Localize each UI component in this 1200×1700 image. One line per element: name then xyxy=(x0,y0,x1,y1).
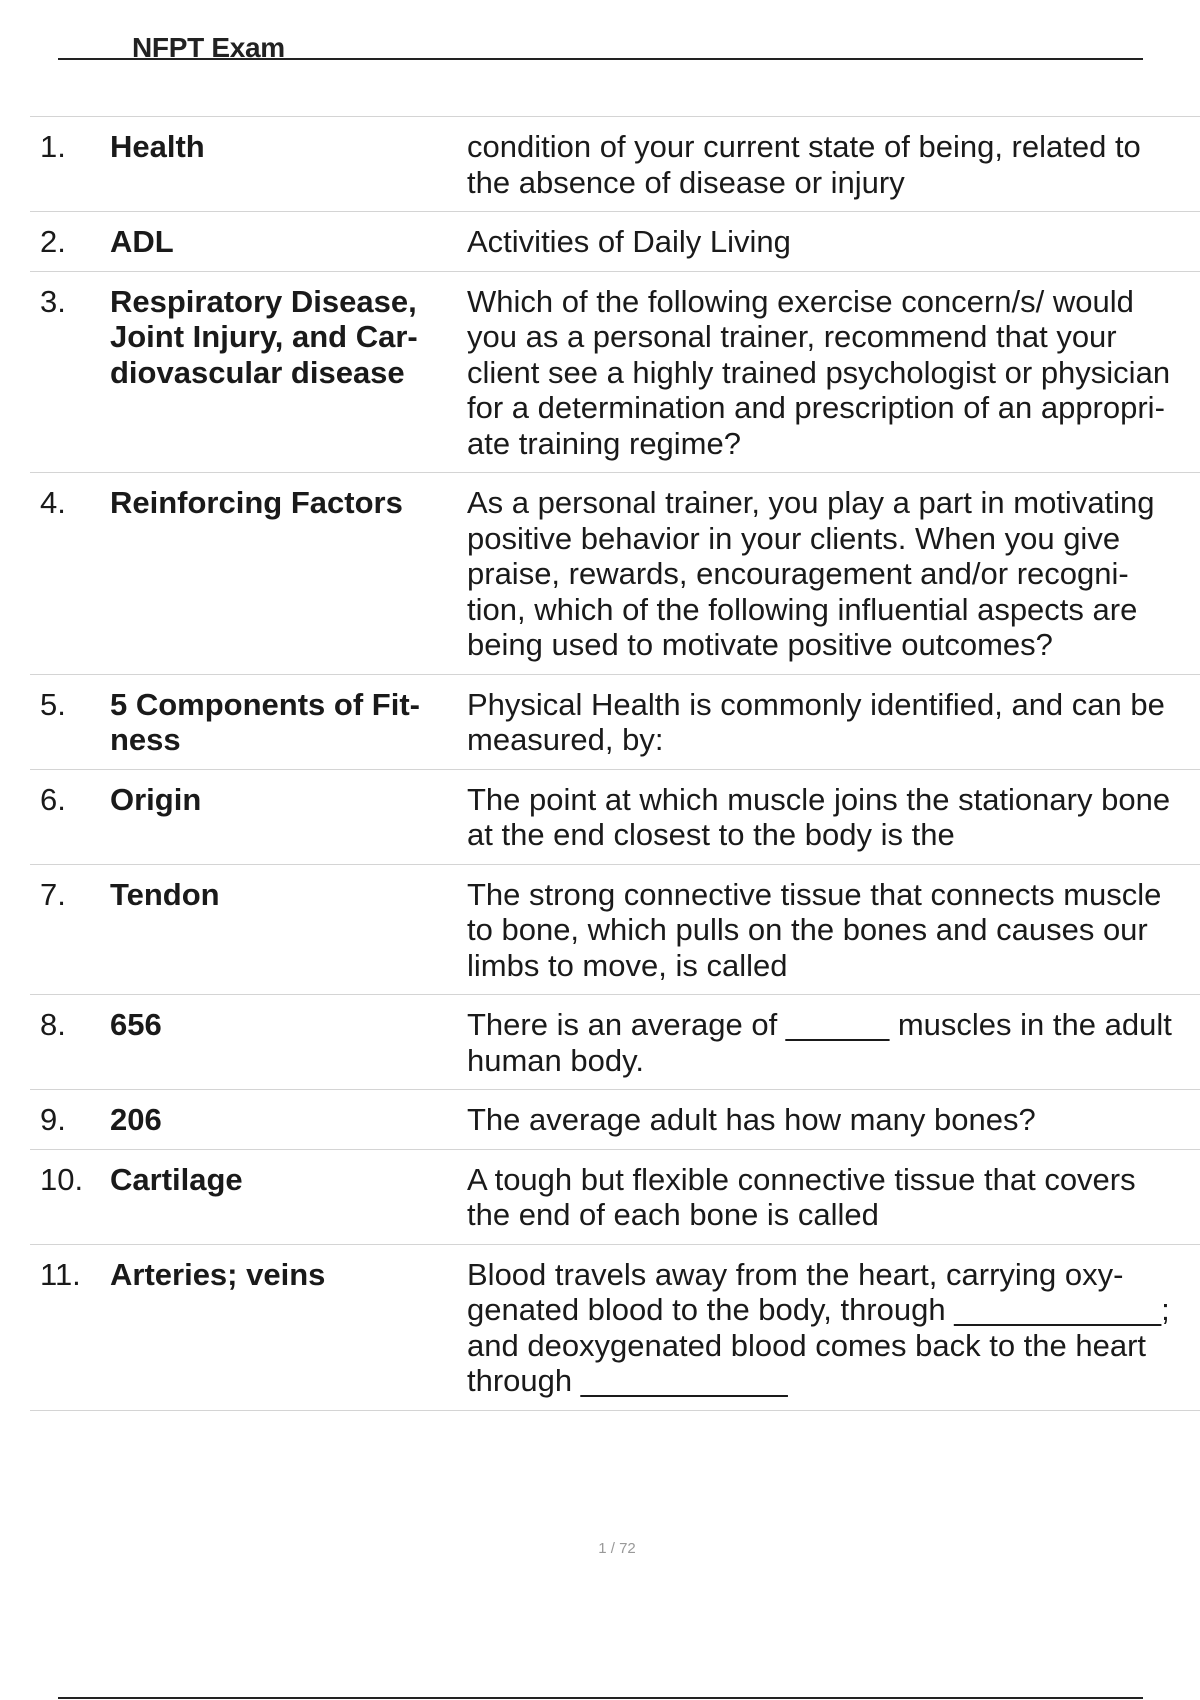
table-row xyxy=(30,1089,1200,1149)
definition xyxy=(467,222,1197,260)
definition-line: Blood travels away from the heart, carrying oxy- xyxy=(467,1256,1124,1292)
term xyxy=(110,1257,460,1293)
definition-line: The average adult has how many bones? xyxy=(467,1102,1036,1137)
definition xyxy=(467,1005,1197,1078)
term-line: 656 xyxy=(110,1007,162,1042)
definition xyxy=(467,875,1197,984)
definition-line: genated blood to the body, through ____________; xyxy=(467,1292,1170,1327)
definition-line: Activities of Daily Living xyxy=(467,224,791,259)
definition-line: limbs to move, is called xyxy=(467,947,788,983)
flashcard-table xyxy=(30,116,1200,1411)
table-row xyxy=(30,769,1200,864)
definition-line: you as a personal trainer, recommend that your xyxy=(467,319,1117,354)
term xyxy=(110,284,460,391)
table-row xyxy=(30,994,1200,1089)
definition xyxy=(467,282,1197,462)
table-row xyxy=(30,674,1200,769)
page-number: 1 / 72 xyxy=(598,1540,636,1557)
term-line: diovascular disease xyxy=(110,354,405,390)
definition-line: through ____________ xyxy=(467,1363,788,1398)
row-number: 2. xyxy=(40,224,66,259)
term-line: Origin xyxy=(110,781,202,817)
term-line: Arteries; veins xyxy=(110,1256,326,1292)
definition xyxy=(467,1160,1197,1233)
definition xyxy=(467,780,1197,853)
table-row xyxy=(30,1149,1200,1244)
definition-line: the end of each bone is called xyxy=(467,1197,879,1232)
term-line: Reinforcing Factors xyxy=(110,485,403,520)
term xyxy=(110,129,460,165)
definition-line: condition of your current state of being, related to xyxy=(467,129,1141,164)
term xyxy=(110,485,460,521)
row-number: 1. xyxy=(40,129,66,164)
term-line: Cartilage xyxy=(110,1161,243,1197)
term xyxy=(110,687,460,758)
definition-line: ate training regime? xyxy=(467,425,741,461)
row-number: 5. xyxy=(40,686,66,722)
term xyxy=(110,782,460,818)
page-header xyxy=(58,30,1143,63)
row-number: 3. xyxy=(40,283,66,319)
row-number: 4. xyxy=(40,485,66,520)
term-line: ADL xyxy=(110,224,174,259)
definition-line: measured, by: xyxy=(467,722,664,757)
definition-line: to bone, which pulls on the bones and causes our xyxy=(467,912,1148,947)
row-number: 6. xyxy=(40,781,66,817)
row-number: 9. xyxy=(40,1102,66,1137)
definition-line: being used to motivate positive outcomes? xyxy=(467,627,1053,662)
definition-line: The point at which muscle joins the stationary bone xyxy=(467,781,1171,817)
definition xyxy=(467,127,1197,200)
table-row xyxy=(30,211,1200,271)
term-line: Health xyxy=(110,129,205,164)
definition-line: Physical Health is commonly identified, and can be xyxy=(467,686,1165,722)
term-line: Respiratory Disease, xyxy=(110,283,417,319)
term-line: 5 Components of Fit- xyxy=(110,686,420,722)
definition-line: tion, which of the following influential aspects are xyxy=(467,591,1138,627)
definition-line: Which of the following exercise concern/s/ would xyxy=(467,283,1134,319)
definition-line: at the end closest to the body is the xyxy=(467,817,955,852)
definition-line: A tough but flexible connective tissue that covers xyxy=(467,1161,1136,1197)
table-row xyxy=(30,271,1200,473)
definition-line: praise, rewards, encouragement and/or recogni- xyxy=(467,556,1129,591)
table-row xyxy=(30,116,1200,211)
term-line: ness xyxy=(110,722,181,757)
table-row xyxy=(30,1244,1200,1411)
term xyxy=(110,1102,460,1138)
term xyxy=(110,224,460,260)
definition-line: human body. xyxy=(467,1042,644,1078)
term-line: Tendon xyxy=(110,876,220,912)
definition-line: There is an average of ______ muscles in the adult xyxy=(467,1007,1172,1042)
row-number: 11. xyxy=(40,1256,81,1292)
footer-divider xyxy=(58,1697,1143,1699)
definition xyxy=(467,1100,1197,1138)
definition xyxy=(467,685,1197,758)
definition-line: positive behavior in your clients. When you give xyxy=(467,520,1121,556)
row-number: 8. xyxy=(40,1007,66,1042)
row-number: 10. xyxy=(40,1161,84,1197)
definition xyxy=(467,483,1197,663)
term xyxy=(110,1162,460,1198)
document-title: NFPT Exam xyxy=(132,32,285,63)
definition-line: The strong connective tissue that connects muscle xyxy=(467,876,1162,912)
definition xyxy=(467,1255,1197,1399)
row-number: 7. xyxy=(40,876,66,912)
term xyxy=(110,877,460,913)
definition-line: client see a highly trained psychologist or physician xyxy=(467,354,1171,390)
table-row xyxy=(30,864,1200,995)
term xyxy=(110,1007,460,1043)
definition-line: and deoxygenated blood comes back to the heart xyxy=(467,1327,1147,1363)
term-line: Joint Injury, and Car- xyxy=(110,319,418,354)
table-row xyxy=(30,472,1200,674)
definition-line: the absence of disease or injury xyxy=(467,164,905,200)
term-line: 206 xyxy=(110,1102,162,1137)
definition-line: As a personal trainer, you play a part in motivating xyxy=(467,485,1155,520)
definition-line: for a determination and prescription of an appropri- xyxy=(467,390,1165,425)
